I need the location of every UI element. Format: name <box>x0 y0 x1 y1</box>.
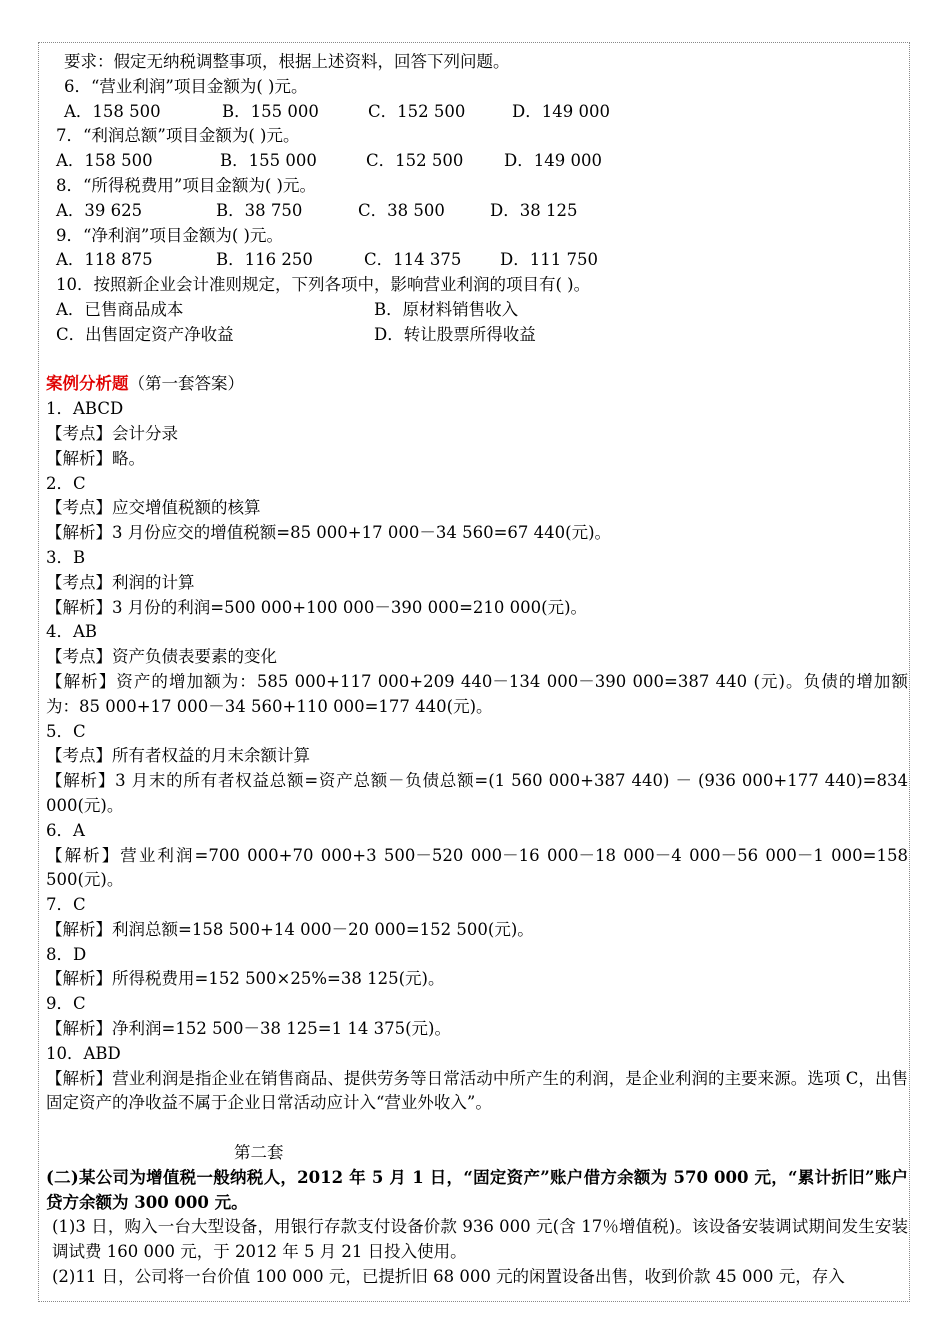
option-b: B．38 750 <box>216 200 303 220</box>
answer-heading: 案例分析题 <box>46 374 129 394</box>
option-b: B．116 250 <box>216 250 313 270</box>
option-c: C．出售固定资产净收益 <box>56 324 234 344</box>
option-a: A．158 500 <box>56 151 153 171</box>
option-d: D．转让股票所得收益 <box>374 324 536 344</box>
answer-heading-note: （第一套答案） <box>128 374 244 394</box>
option-c: C．38 500 <box>358 200 445 220</box>
answer-line: 10．ABD <box>46 1043 121 1063</box>
option-d: D．149 000 <box>504 151 602 171</box>
answer-line: 1．ABCD <box>46 399 124 419</box>
option-b: B．155 000 <box>220 151 317 171</box>
option-a: A．118 875 <box>56 250 153 270</box>
answer-line: 【解析】3 月份应交的增值税额=85 000+17 000－34 560=67 440(元)。 <box>46 523 612 543</box>
answer-line: 【解析】利润总额=158 500+14 000－20 000=152 500(元)。 <box>46 919 534 939</box>
document-body <box>46 50 908 1290</box>
option-b: B．155 000 <box>222 101 319 121</box>
question-7: 7．“利润总额”项目金额为( )元。 <box>56 126 300 146</box>
option-c: C．152 500 <box>368 101 466 121</box>
answer-line: 2．C <box>46 473 86 493</box>
option-a: A．39 625 <box>56 200 143 220</box>
option-c: C．152 500 <box>366 151 464 171</box>
option-d: D．149 000 <box>512 101 610 121</box>
question-8-options <box>46 199 908 224</box>
answer-line: 【解析】3 月份的利润=500 000+100 000－390 000=210 000(元)。 <box>46 597 588 617</box>
answer-line: 【考点】所有者权益的月末余额计算 <box>46 746 310 766</box>
answer-line: 6．A <box>46 820 85 840</box>
question-8: 8．“所得税费用”项目金额为( )元。 <box>56 175 316 195</box>
option-d: D．38 125 <box>490 200 578 220</box>
option-a: A．已售商品成本 <box>56 299 184 319</box>
set2-title: 第二套 <box>234 1143 284 1163</box>
option-d: D．111 750 <box>500 250 598 270</box>
set2-item-1: (1)3 日，购入一台大型设备，用银行存款支付设备价款 936 000 元(含 17％增值税)。该设备安装调试期间发生安装调试费 160 000 元，于 2012 年 5 月 21 日投入使用。 <box>52 1217 908 1262</box>
answer-line: 8．D <box>46 944 87 964</box>
question-7-options <box>46 149 908 174</box>
option-a: A．158 500 <box>64 101 161 121</box>
question-10: 10．按照新企业会计准则规定，下列各项中，影响营业利润的项目有( )。 <box>56 275 591 295</box>
option-b: B．原材料销售收入 <box>374 299 519 319</box>
option-c: C．114 375 <box>364 250 462 270</box>
answer-line: 【考点】应交增值税额的核算 <box>46 498 261 518</box>
answer-line: 9．C <box>46 994 86 1014</box>
set2-item-2: (2)11 日，公司将一台价值 100 000 元，已提折旧 68 000 元的闲置设备出售，收到价款 45 000 元，存入 <box>52 1267 845 1287</box>
answer-line: 【解析】所得税费用=152 500×25%=38 125(元)。 <box>46 969 445 989</box>
answer-line: 【考点】会计分录 <box>46 423 178 443</box>
spacer <box>46 1116 908 1141</box>
question-10-options-row2 <box>46 323 908 348</box>
spacer <box>46 348 908 373</box>
answer-line: 7．C <box>46 895 86 915</box>
question-intro: 要求：假定无纳税调整事项，根据上述资料，回答下列问题。 <box>64 52 510 71</box>
question-9: 9．“净利润”项目金额为( )元。 <box>56 225 283 245</box>
answer-paragraph: 【解析】营业利润=700 000+70 000+3 500－520 000－16 000－18 000－4 000－56 000－1 000=158 500(元)。 <box>46 845 908 890</box>
answer-line: 3．B <box>46 547 86 567</box>
answer-line: 4．AB <box>46 622 98 642</box>
answer-paragraph: 【解析】营业利润是指企业在销售商品、提供劳务等日常活动中所产生的利润，是企业利润的主要来源。选项 C，出售固定资产的净收益不属于企业日常活动应计入“营业外收入”。 <box>46 1068 908 1113</box>
question-10-options-row1 <box>46 298 908 323</box>
question-9-options <box>46 248 908 273</box>
answer-heading-line <box>46 372 908 397</box>
answer-line: 【解析】略。 <box>46 448 145 468</box>
set2-intro: (二)某公司为增值税一般纳税人，2012 年 5 月 1 日，“固定资产”账户借方余额为 570 000 元，“累计折旧”账户贷方余额为 300 000 元。 <box>46 1167 908 1212</box>
question-6-options <box>46 100 908 125</box>
answer-line: 【考点】利润的计算 <box>46 572 195 592</box>
answer-paragraph: 【解析】资产的增加额为：585 000+117 000+209 440－134 000－390 000=387 440 (元)。负债的增加额为：85 000+17 000－34 560+110 000=177 440(元)。 <box>46 671 908 716</box>
answer-line: 5．C <box>46 721 86 741</box>
answer-paragraph: 【解析】3 月末的所有者权益总额=资产总额－负债总额=(1 560 000+387 440) － (936 000+177 440)=834 000(元)。 <box>46 771 908 815</box>
answer-line: 【解析】净利润=152 500－38 125=1 14 375(元)。 <box>46 1019 451 1039</box>
answer-line: 【考点】资产负债表要素的变化 <box>46 647 277 667</box>
question-6: 6．“营业利润”项目金额为( )元。 <box>64 76 308 96</box>
